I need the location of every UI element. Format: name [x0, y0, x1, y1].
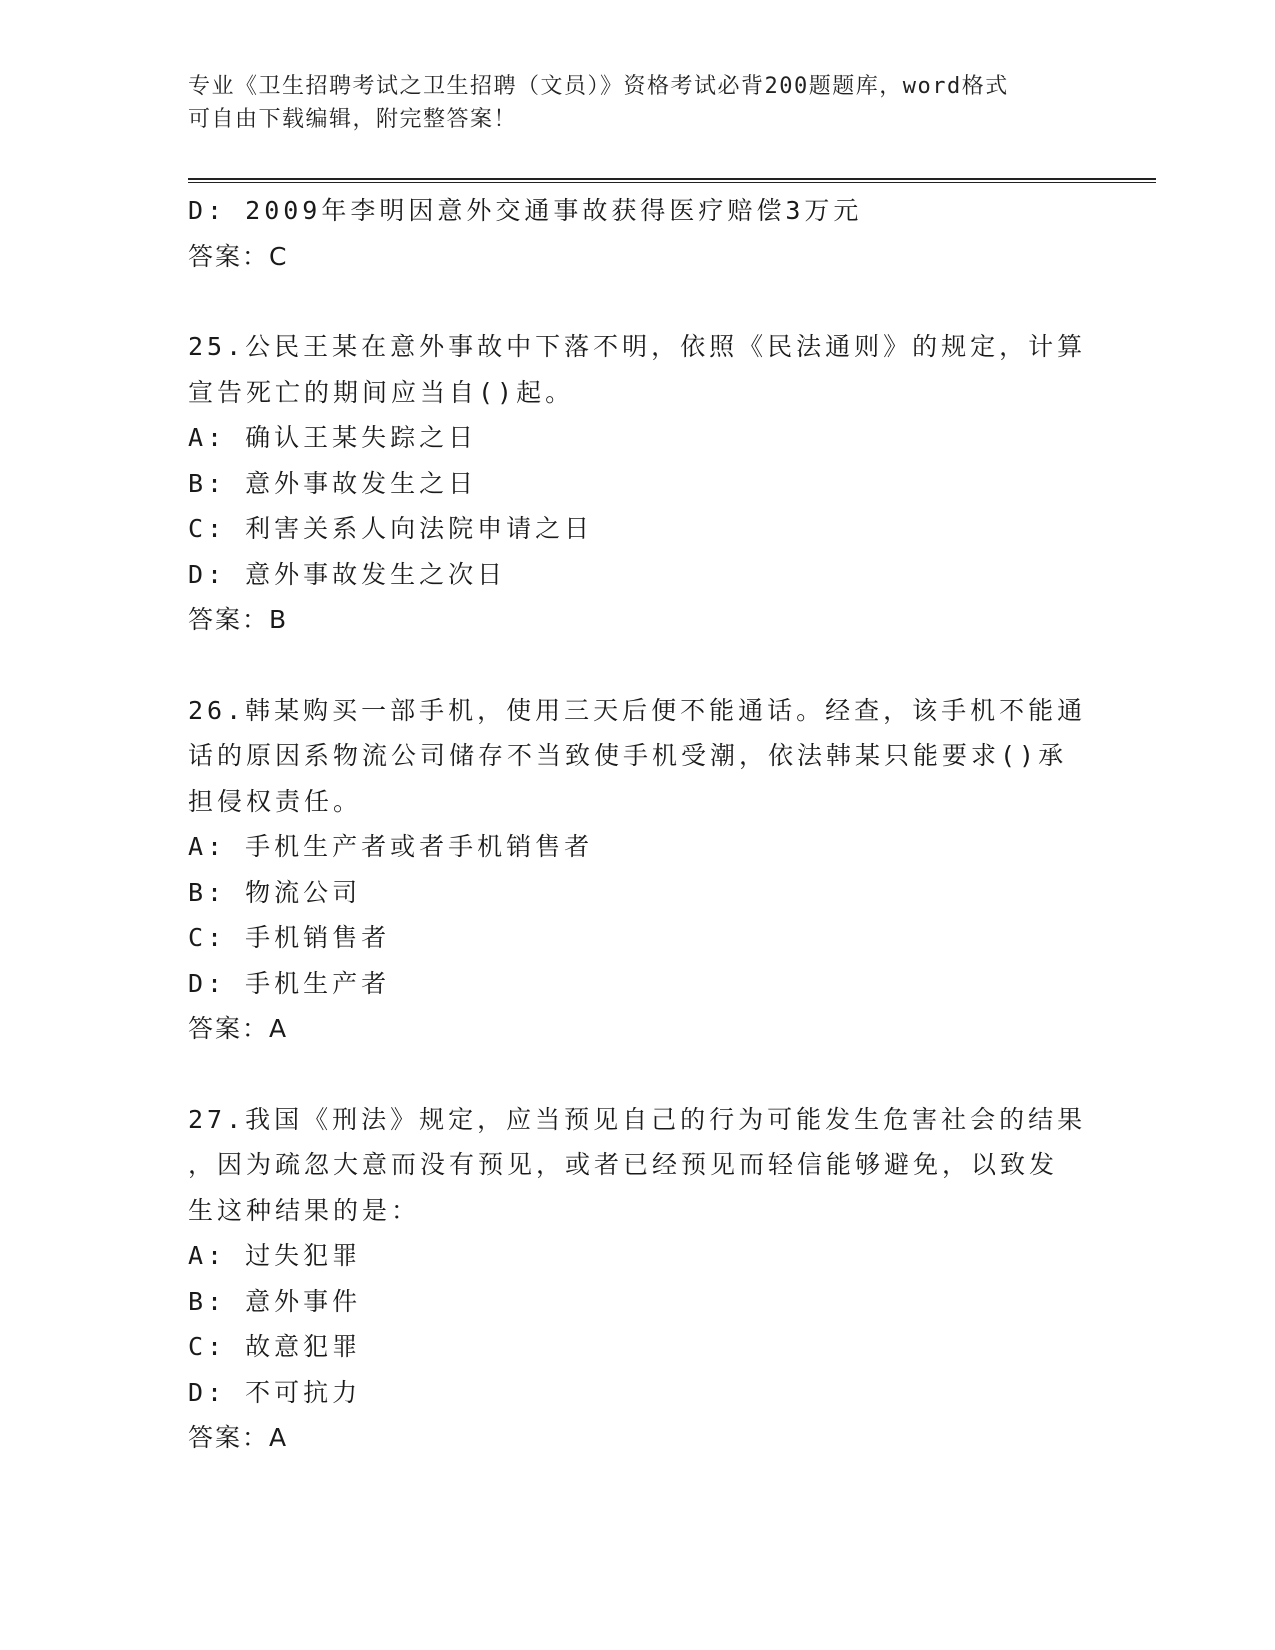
spacer [188, 643, 1088, 688]
option-c: C: 手机销售者 [188, 923, 391, 952]
option-d: D: 手机生产者 [188, 968, 391, 998]
question-stem-line: 26.韩某购买一部手机，使用三天后便不能通话。经查，该手机不能通 [188, 695, 1087, 725]
option-b: B: 物流公司 [188, 877, 362, 907]
question-stem-line: 生这种结果的是： [188, 1195, 421, 1225]
option-a: A: 过失犯罪 [188, 1241, 362, 1270]
option-c: C: 故意犯罪 [188, 1332, 362, 1361]
question-stem-line: ，因为疏忽大意而没有预见，或者已经预见而轻信能够避免，以致发 [188, 1150, 1059, 1179]
page-header [188, 70, 1068, 136]
question-stem-line: 25.公民王某在意外事故中下落不明，依照《民法通则》的规定，计算 [188, 332, 1087, 361]
option-c: C: 利害关系人向法院申请之日 [188, 514, 594, 543]
question-27 [188, 1097, 1088, 1461]
spacer [188, 1052, 1088, 1097]
question-stem-line: 宣告死亡的期间应当自()起。 [188, 377, 575, 407]
option-d: D: 2009年李明因意外交通事故获得医疗赔偿3万元 [188, 196, 863, 225]
answer-line: 答案：A [188, 1423, 289, 1452]
question-stem-line: 担侵权责任。 [188, 786, 363, 816]
question-26 [188, 688, 1088, 1052]
spacer [188, 279, 1088, 324]
question-stem-line: 27.我国《刑法》规定，应当预见自己的行为可能发生危害社会的结果 [188, 1104, 1087, 1134]
header-title-line-1: 专业《卫生招聘考试之卫生招聘（文员）》资格考试必背200题题库，word格式 [188, 74, 1009, 99]
header-divider [188, 178, 1156, 183]
header-title-line-2: 可自由下载编辑，附完整答案！ [188, 107, 518, 132]
question-stem-line: 话的原因系物流公司储存不当致使手机受潮，依法韩某只能要求()承 [188, 741, 1068, 770]
option-b: B: 意外事故发生之日 [188, 468, 478, 498]
answer-line: 答案：C [188, 241, 289, 271]
option-d: D: 意外事故发生之次日 [188, 559, 507, 589]
question-content [188, 188, 1088, 1461]
question-25 [188, 324, 1088, 643]
previous-question-tail [188, 188, 1088, 279]
option-b: B: 意外事件 [188, 1286, 362, 1316]
answer-line: 答案：A [188, 1014, 289, 1043]
answer-line: 答案：B [188, 605, 289, 634]
option-d: D: 不可抗力 [188, 1377, 362, 1407]
option-a: A: 手机生产者或者手机销售者 [188, 832, 594, 861]
option-a: A: 确认王某失踪之日 [188, 423, 478, 452]
